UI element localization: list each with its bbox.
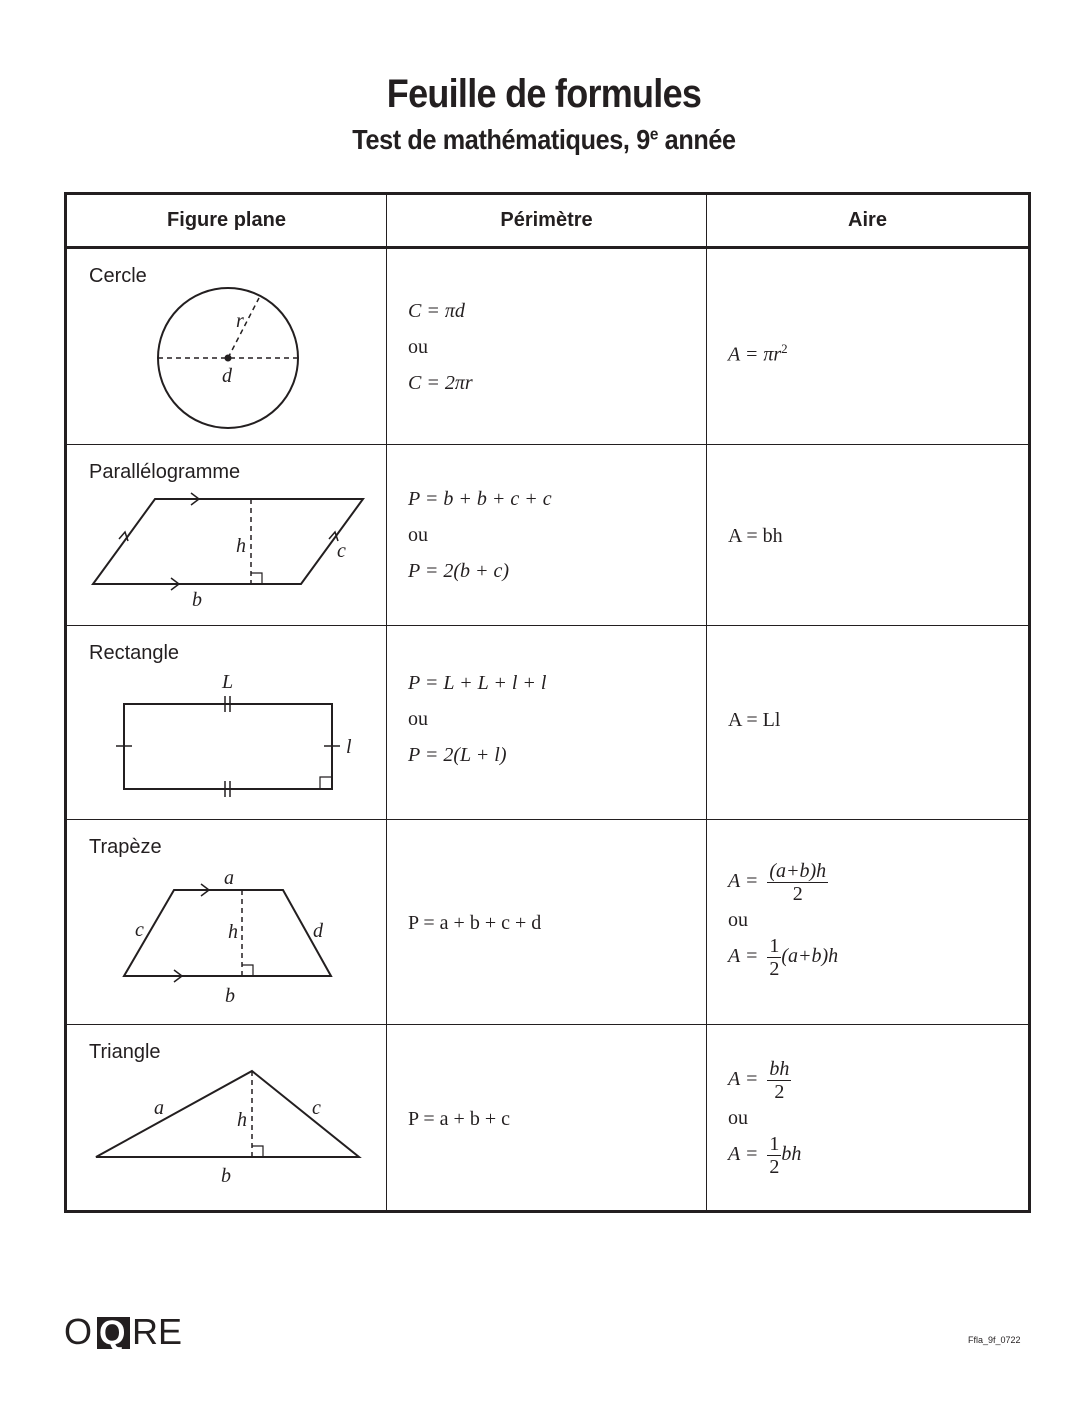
connector-ou: ou: [728, 909, 748, 931]
label-a: a: [224, 867, 234, 889]
fraction-denominator: 2: [792, 883, 803, 905]
area-cell-parallelogram: [707, 445, 1030, 626]
area-cell-triangle: [707, 1025, 1030, 1212]
fraction-numerator: bh: [769, 1058, 790, 1080]
figure-name-circle: Cercle: [89, 265, 147, 287]
area-triangle-tail: bh: [781, 1143, 802, 1166]
row-circle: [66, 248, 1030, 445]
perimeter-cell-trapezoid: [387, 820, 707, 1025]
logo-letters-re: RE: [132, 1311, 183, 1352]
fraction: [767, 860, 828, 905]
perimeter-parallelogram-1: P = b + b + c + c: [408, 488, 552, 510]
connector-ou: ou: [408, 336, 428, 358]
label-c: c: [312, 1097, 321, 1119]
area-trapezoid-lhs-1: A =: [728, 870, 759, 893]
fraction: [767, 935, 781, 980]
label-c: c: [337, 540, 346, 562]
figure-cell-parallelogram: [66, 445, 387, 626]
label-a: a: [154, 1097, 164, 1119]
figure-name-rectangle: Rectangle: [89, 642, 180, 664]
label-r: r: [236, 310, 244, 332]
fraction-numerator: 1: [769, 1133, 780, 1155]
perimeter-triangle: P = a + b + c: [408, 1108, 510, 1130]
fraction-numerator: (a+b)h: [769, 860, 827, 882]
label-b: b: [192, 589, 202, 611]
rectangle-diagram: [67, 626, 387, 819]
row-triangle: [66, 1025, 1030, 1212]
area-circle: A = πr: [728, 343, 782, 366]
figure-cell-trapezoid: [66, 820, 387, 1025]
figure-cell-circle: [66, 248, 387, 445]
label-L: L: [222, 671, 234, 693]
perimeter-parallelogram-2: P = 2(b + c): [408, 560, 510, 582]
area-parallelogram: A = bh: [728, 525, 783, 547]
subtitle-main: Test de mathématiques, 9: [352, 124, 650, 155]
label-b: b: [225, 985, 235, 1007]
area-triangle-lhs-1: A =: [728, 1068, 759, 1091]
perimeter-cell-triangle: [387, 1025, 707, 1212]
area-cell-rectangle: [707, 626, 1030, 820]
perimeter-rectangle-2: P = 2(L + l): [408, 744, 507, 766]
area-cell-circle: [707, 248, 1030, 445]
label-l: l: [346, 736, 352, 758]
circle-diagram: [67, 249, 387, 445]
area-trapezoid-lhs-2: A =: [728, 945, 759, 968]
fraction: [767, 1058, 791, 1103]
fraction-denominator: 2: [769, 1156, 780, 1178]
connector-ou: ou: [408, 524, 428, 546]
header-figure: Figure plane: [66, 194, 387, 248]
page-title: Feuille de formules: [386, 72, 702, 116]
figure-cell-triangle: [66, 1025, 387, 1212]
perimeter-circle-1: C = πd: [408, 300, 465, 322]
perimeter-circle-2: C = 2πr: [408, 372, 473, 394]
perimeter-cell-rectangle: [387, 626, 707, 820]
row-trapezoid: [66, 820, 1030, 1025]
parallelogram-diagram: [67, 445, 387, 625]
label-d: d: [222, 365, 232, 387]
fraction-denominator: 2: [774, 1081, 785, 1103]
triangle-diagram: [67, 1025, 387, 1211]
header-perimeter: Périmètre: [387, 194, 707, 248]
logo-letter-o: O: [64, 1311, 93, 1352]
label-h: h: [237, 1109, 247, 1131]
connector-ou: ou: [408, 708, 428, 730]
document-code: Ffla_9f_0722: [968, 1335, 1021, 1345]
figure-name-trapezoid: Trapèze: [89, 836, 162, 858]
figure-name-triangle: Triangle: [89, 1041, 161, 1063]
label-h: h: [228, 921, 238, 943]
logo-letter-q: Q: [99, 1314, 126, 1352]
area-cell-trapezoid: [707, 820, 1030, 1025]
oqre-logo: [64, 1310, 184, 1356]
perimeter-cell-circle: [387, 248, 707, 445]
area-circle-exponent: 2: [781, 341, 788, 356]
row-rectangle: [66, 626, 1030, 820]
row-parallelogram: [66, 445, 1030, 626]
area-triangle-lhs-2: A =: [728, 1143, 759, 1166]
subtitle-superscript: e: [649, 124, 659, 144]
area-trapezoid-tail: (a+b)h: [781, 945, 839, 968]
figure-cell-rectangle: [66, 626, 387, 820]
label-d: d: [313, 920, 323, 942]
figure-name-parallelogram: Parallélogramme: [89, 461, 241, 483]
fraction-denominator: 2: [769, 958, 780, 980]
perimeter-trapezoid: P = a + b + c + d: [408, 912, 542, 934]
connector-ou: ou: [728, 1107, 748, 1129]
area-rectangle: A = Ll: [728, 709, 781, 731]
label-b: b: [221, 1165, 231, 1187]
perimeter-rectangle-1: P = L + L + l + l: [408, 672, 547, 694]
page-subtitle: [54, 124, 1033, 156]
trapezoid-diagram: [67, 820, 387, 1024]
header-row: [66, 194, 1030, 248]
perimeter-cell-parallelogram: [387, 445, 707, 626]
label-h: h: [236, 535, 246, 557]
subtitle-tail: année: [658, 124, 736, 155]
formula-table: [64, 192, 1031, 1213]
fraction-numerator: 1: [769, 935, 780, 957]
label-c: c: [135, 919, 144, 941]
header-area: Aire: [707, 194, 1030, 248]
fraction: [767, 1133, 781, 1178]
